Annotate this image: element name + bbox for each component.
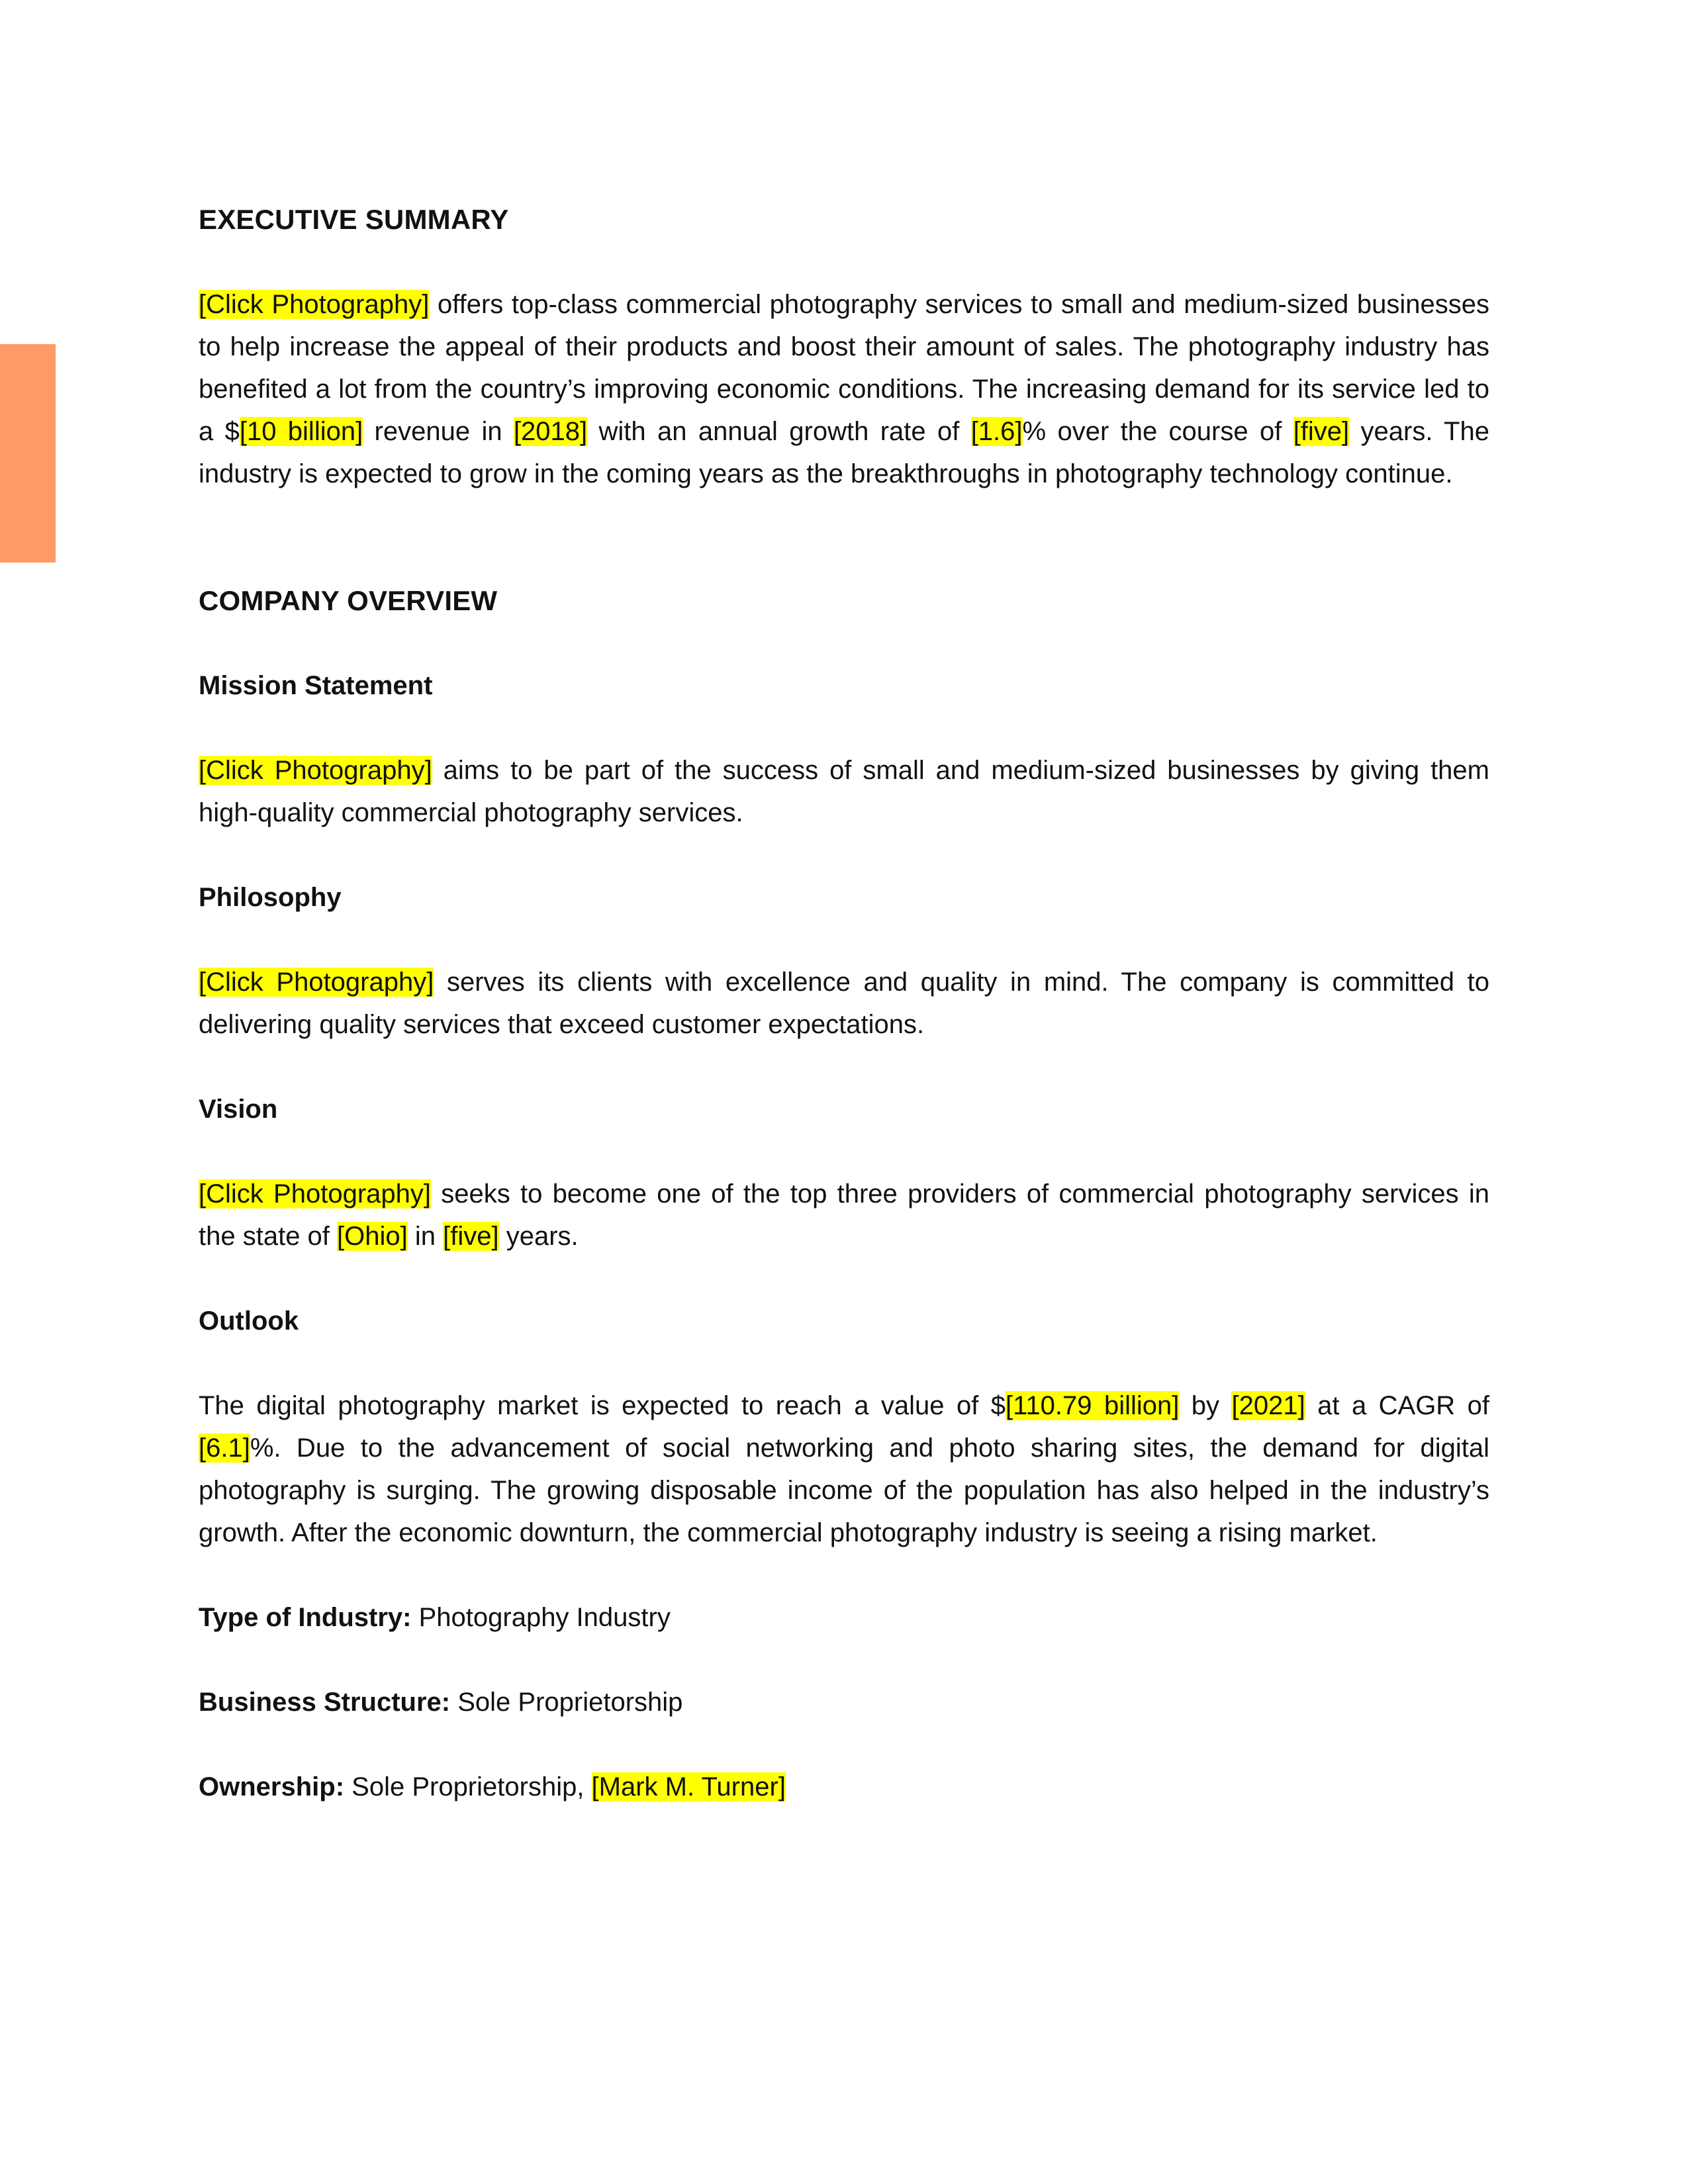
type-of-industry-label: Type of Industry: bbox=[199, 1603, 412, 1632]
document-page bbox=[199, 199, 1489, 1808]
vision-paragraph: [Click Photography] seeks to become one of the top three providers of commercial photography services in the state of [Ohio] in [five] years. bbox=[199, 1179, 1489, 1251]
growth-rate-placeholder: [1.6] bbox=[970, 417, 1023, 446]
company-placeholder: [Click Photography] bbox=[199, 1179, 431, 1208]
owner-placeholder: [Mark M. Turner] bbox=[591, 1772, 786, 1801]
side-tab-marker bbox=[0, 344, 56, 563]
business-structure-value: Sole Proprietorship bbox=[450, 1688, 683, 1717]
executive-summary-heading: EXECUTIVE SUMMARY bbox=[199, 204, 509, 235]
company-placeholder: [Click Photography] bbox=[199, 968, 434, 997]
years-placeholder: [five] bbox=[1293, 417, 1350, 446]
executive-summary-paragraph: [Click Photography] offers top-class commercial photography services to small and medium-sized businesses to help increase the appeal of their products and boost their amount of sales. The photography industry has benefited a lot from the country’s improving economic conditions. The increasing demand for its service led to a $[10 billion] revenue in [2018] with an annual growth rate of [1.6]% over the course of [five] years. The industry is expected to grow in the coming years as the breakthroughs in photography technology continue. bbox=[199, 290, 1489, 488]
revenue-placeholder: [10 billion] bbox=[239, 417, 363, 446]
company-overview-heading: COMPANY OVERVIEW bbox=[199, 585, 498, 616]
mission-statement-title: Mission Statement bbox=[199, 671, 433, 700]
type-of-industry-line bbox=[199, 1596, 1489, 1639]
mission-statement-paragraph: [Click Photography] aims to be part of the success of small and medium-sized businesses by giving them high-quality commercial photography services. bbox=[199, 756, 1489, 827]
philosophy-title: Philosophy bbox=[199, 883, 342, 912]
market-value-placeholder: [110.79 billion] bbox=[1006, 1391, 1180, 1420]
outlook-title: Outlook bbox=[199, 1306, 299, 1336]
business-structure-label: Business Structure: bbox=[199, 1688, 451, 1717]
philosophy-paragraph: [Click Photography] serves its clients with excellence and quality in mind. The company is committed to delivering quality services that exceed customer expectations. bbox=[199, 968, 1490, 1039]
year-placeholder: [2021] bbox=[1231, 1391, 1305, 1420]
ownership-label: Ownership: bbox=[199, 1772, 345, 1801]
ownership-value: Sole Proprietorship, bbox=[344, 1772, 592, 1801]
years-placeholder: [five] bbox=[443, 1222, 499, 1251]
year-placeholder: [2018] bbox=[513, 417, 588, 446]
cagr-placeholder: [6.1] bbox=[199, 1433, 250, 1463]
outlook-paragraph: The digital photography market is expected to reach a value of $[110.79 billion] by [2021] at a CAGR of [6.1]%. Due to the advancement of social networking and photo sharing sites, the demand for digital photography is surging. The growing disposable income of the population has also helped in the industry’s growth. After the economic downturn, the commercial photography industry is seeing a rising market. bbox=[199, 1391, 1489, 1547]
ownership-line bbox=[199, 1766, 1489, 1808]
vision-title: Vision bbox=[199, 1095, 278, 1124]
state-placeholder: [Ohio] bbox=[337, 1222, 408, 1251]
business-structure-line bbox=[199, 1681, 1489, 1723]
company-placeholder: [Click Photography] bbox=[199, 290, 430, 319]
company-placeholder: [Click Photography] bbox=[199, 756, 432, 785]
type-of-industry-value: Photography Industry bbox=[411, 1603, 671, 1632]
